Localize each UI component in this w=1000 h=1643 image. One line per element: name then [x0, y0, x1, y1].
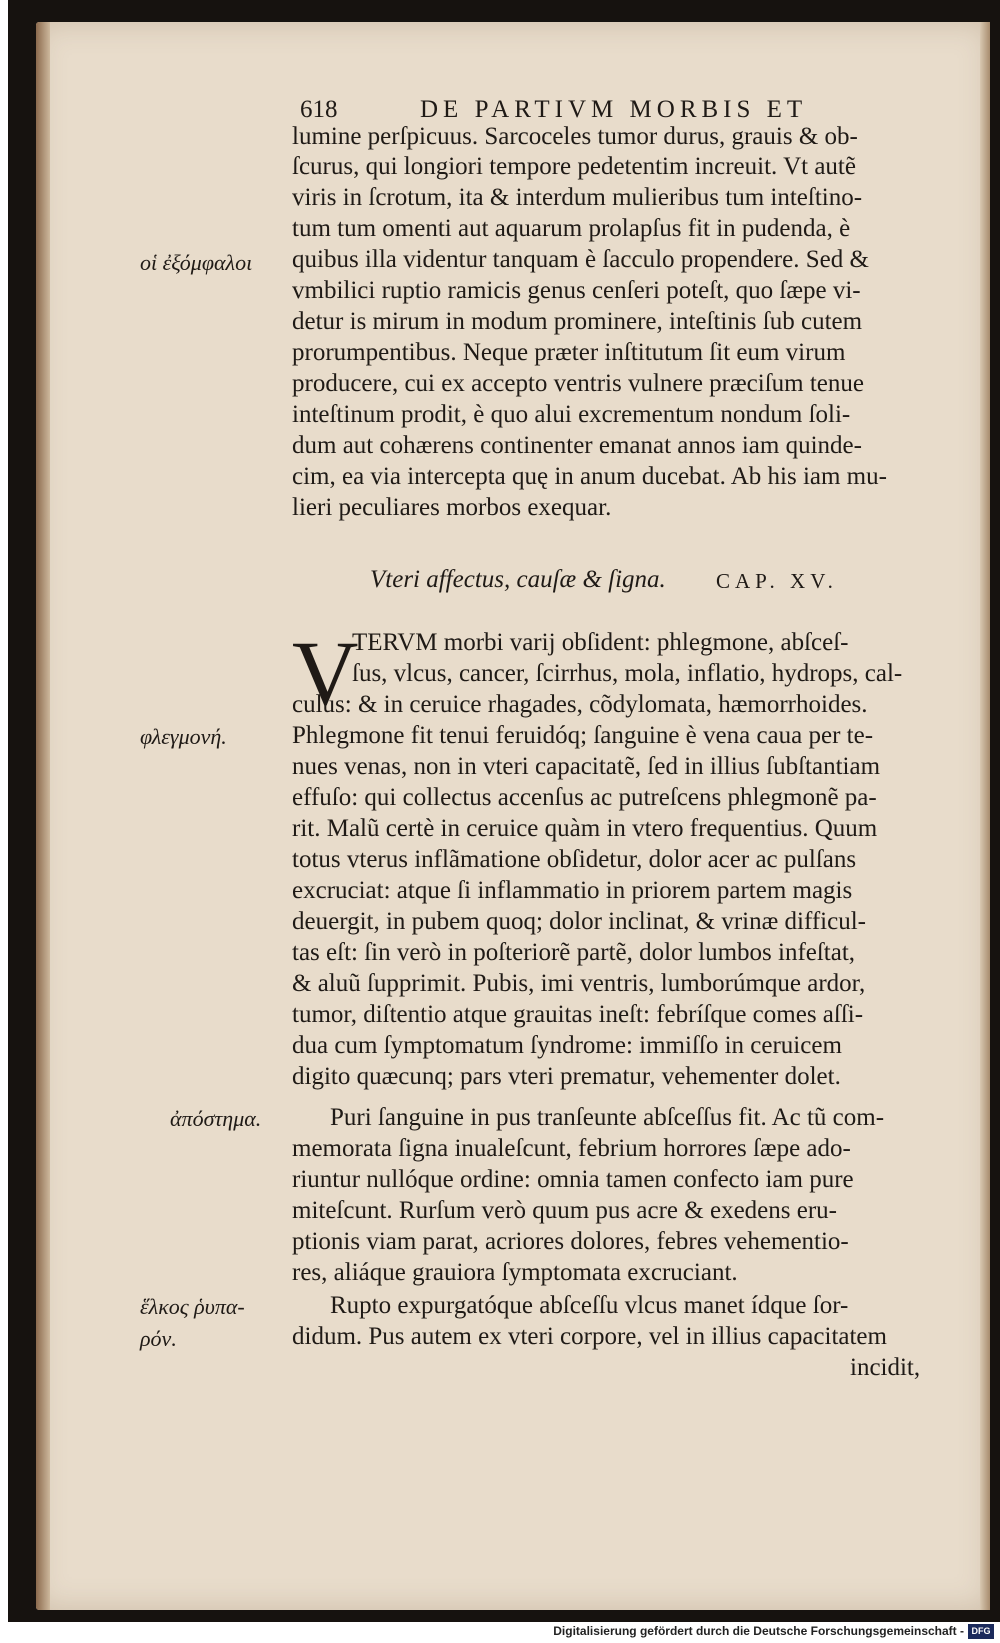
- text-line: viris in ſcrotum, ita & interdum mulieribus tum inteſtino-: [292, 184, 863, 211]
- text-line: effuſo: qui collectus accenſus ac putreſcens phlegmonẽ pa-: [292, 784, 877, 811]
- text-line: prorumpentibus. Neque præter inſtitutum ſit eum virum: [292, 339, 846, 366]
- text-line: res, aliáque grauiora ſymptomata excruciant.: [292, 1259, 738, 1286]
- text-line: digito quæcunq; pars vteri prematur, vehementer dolet.: [292, 1063, 841, 1090]
- margin-note-helkos-cont: ρόν.: [140, 1326, 177, 1351]
- text-line: ſus, vlcus, cancer, ſcirrhus, mola, inflatio, hydrops, cal-: [352, 660, 903, 687]
- text-line: culus: & in ceruice rhagades, cõdylomata, hæmorrhoides.: [292, 691, 868, 718]
- margin-note-exomphaloi: οἱ ἐξόμφαλοι: [140, 250, 253, 275]
- chapter-heading: [370, 566, 890, 598]
- text-line: lieri peculiares morbos exequar.: [292, 494, 612, 521]
- drop-cap-initial: V: [292, 622, 359, 724]
- catchword: incidit,: [850, 1354, 921, 1381]
- page-edge-right: [980, 22, 990, 1610]
- text-line: totus vterus inflãmatione obſidetur, dolor acer ac pulſans: [292, 846, 857, 873]
- chapter-title: Vteri affectus, cauſæ & ſigna.: [370, 566, 666, 593]
- text-line: producere, cui ex accepto ventris vulnere præciſum tenue: [292, 370, 864, 397]
- text-line: deuergit, in pubem quoq; dolor inclinat, & vrinæ difficul-: [292, 908, 866, 935]
- text-line: Rupto expurgatóque abſceſſu vlcus manet ídque ſor-: [330, 1292, 849, 1319]
- text-line: quibus illa videntur tanquam è ſacculo propendere. Sed &: [292, 246, 869, 273]
- footer-bar: [0, 1622, 1000, 1643]
- text-line: Phlegmone fit tenui feruidóq; ſanguine è vena caua per te-: [292, 722, 874, 749]
- chapter-number: CAP. XV.: [716, 569, 838, 593]
- margin-note-phlegmone: φλεγμονή.: [140, 724, 227, 749]
- text-line: ptionis viam parat, acriores dolores, febres vehementio-: [292, 1228, 849, 1255]
- text-line: memorata ſigna inualeſcunt, febrium horrores ſæpe ado-: [292, 1135, 851, 1162]
- text-line: detur is mirum in modum prominere, inteſtinis ſub cutem: [292, 308, 863, 335]
- text-line: vmbilici ruptio ramicis genus cenſeri poteſt, quo ſæpe vi-: [292, 277, 861, 304]
- running-head: DE PARTIVM MORBIS ET: [420, 96, 808, 123]
- text-line: cim, ea via intercepta quę in anum ducebat. Ab his iam mu-: [292, 463, 887, 490]
- text-line: & aluũ ſupprimit. Pubis, imi ventris, lumborúmque ardor,: [292, 970, 866, 997]
- footer-credit: Digitalisierung gefördert durch die Deutsche Forschungsgemeinschaft -: [553, 1624, 964, 1638]
- dfg-logo: DFG: [968, 1624, 994, 1639]
- margin-note-helkos: ἕλκος ῥυπα-: [140, 1294, 245, 1319]
- text-line: nues venas, non in vteri capacitatẽ, ſed in illius ſubſtantiam: [292, 753, 881, 780]
- text-line: tumor, diſtentio atque grauitas ineſt: febríſque comes aſſi-: [292, 1001, 864, 1028]
- text-line: rit. Malũ certè in ceruice quàm in vtero frequentius. Quum: [292, 815, 878, 842]
- page-header: [300, 96, 820, 124]
- text-line: riuntur nullóque ordine: omnia tamen confecto iam pure: [292, 1166, 854, 1193]
- text-line: dua cum ſymptomatum ſyndrome: immiſſo in ceruicem: [292, 1032, 842, 1059]
- text-line: TERVM morbi varij obſident: phlegmone, abſceſ-: [352, 629, 849, 656]
- text-line: tum tum omenti aut aquarum prolapſus fit in pudenda, è: [292, 215, 851, 242]
- page-edge-left: [36, 22, 50, 1610]
- margin-note-apostema: ἀπόστημα.: [170, 1106, 262, 1131]
- text-line: miteſcunt. Rurſum verò quum pus acre & exedens eru-: [292, 1197, 837, 1224]
- text-line: dum aut cohærens continenter emanat annos iam quinde-: [292, 432, 862, 459]
- text-line: excruciat: atque ſi inflammatio in priorem partem magis: [292, 877, 853, 904]
- text-line: inteſtinum prodit, è quo alui excrementum nondum ſoli-: [292, 401, 851, 428]
- text-line: Puri ſanguine in pus tranſeunte abſceſſus fit. Ac tũ com-: [330, 1104, 885, 1131]
- text-line: lumine perſpicuus. Sarcoceles tumor durus, grauis & ob-: [292, 123, 858, 150]
- text-line: tas eſt: ſin verò in poſteriorẽ partẽ, dolor lumbos infeſtat,: [292, 939, 856, 966]
- text-line: ſcurus, qui longiori tempore pedetentim increuit. Vt autẽ: [292, 153, 856, 180]
- text-line: didum. Pus autem ex vteri corpore, vel in illius capacitatem: [292, 1323, 887, 1350]
- page-number: 618: [300, 96, 338, 123]
